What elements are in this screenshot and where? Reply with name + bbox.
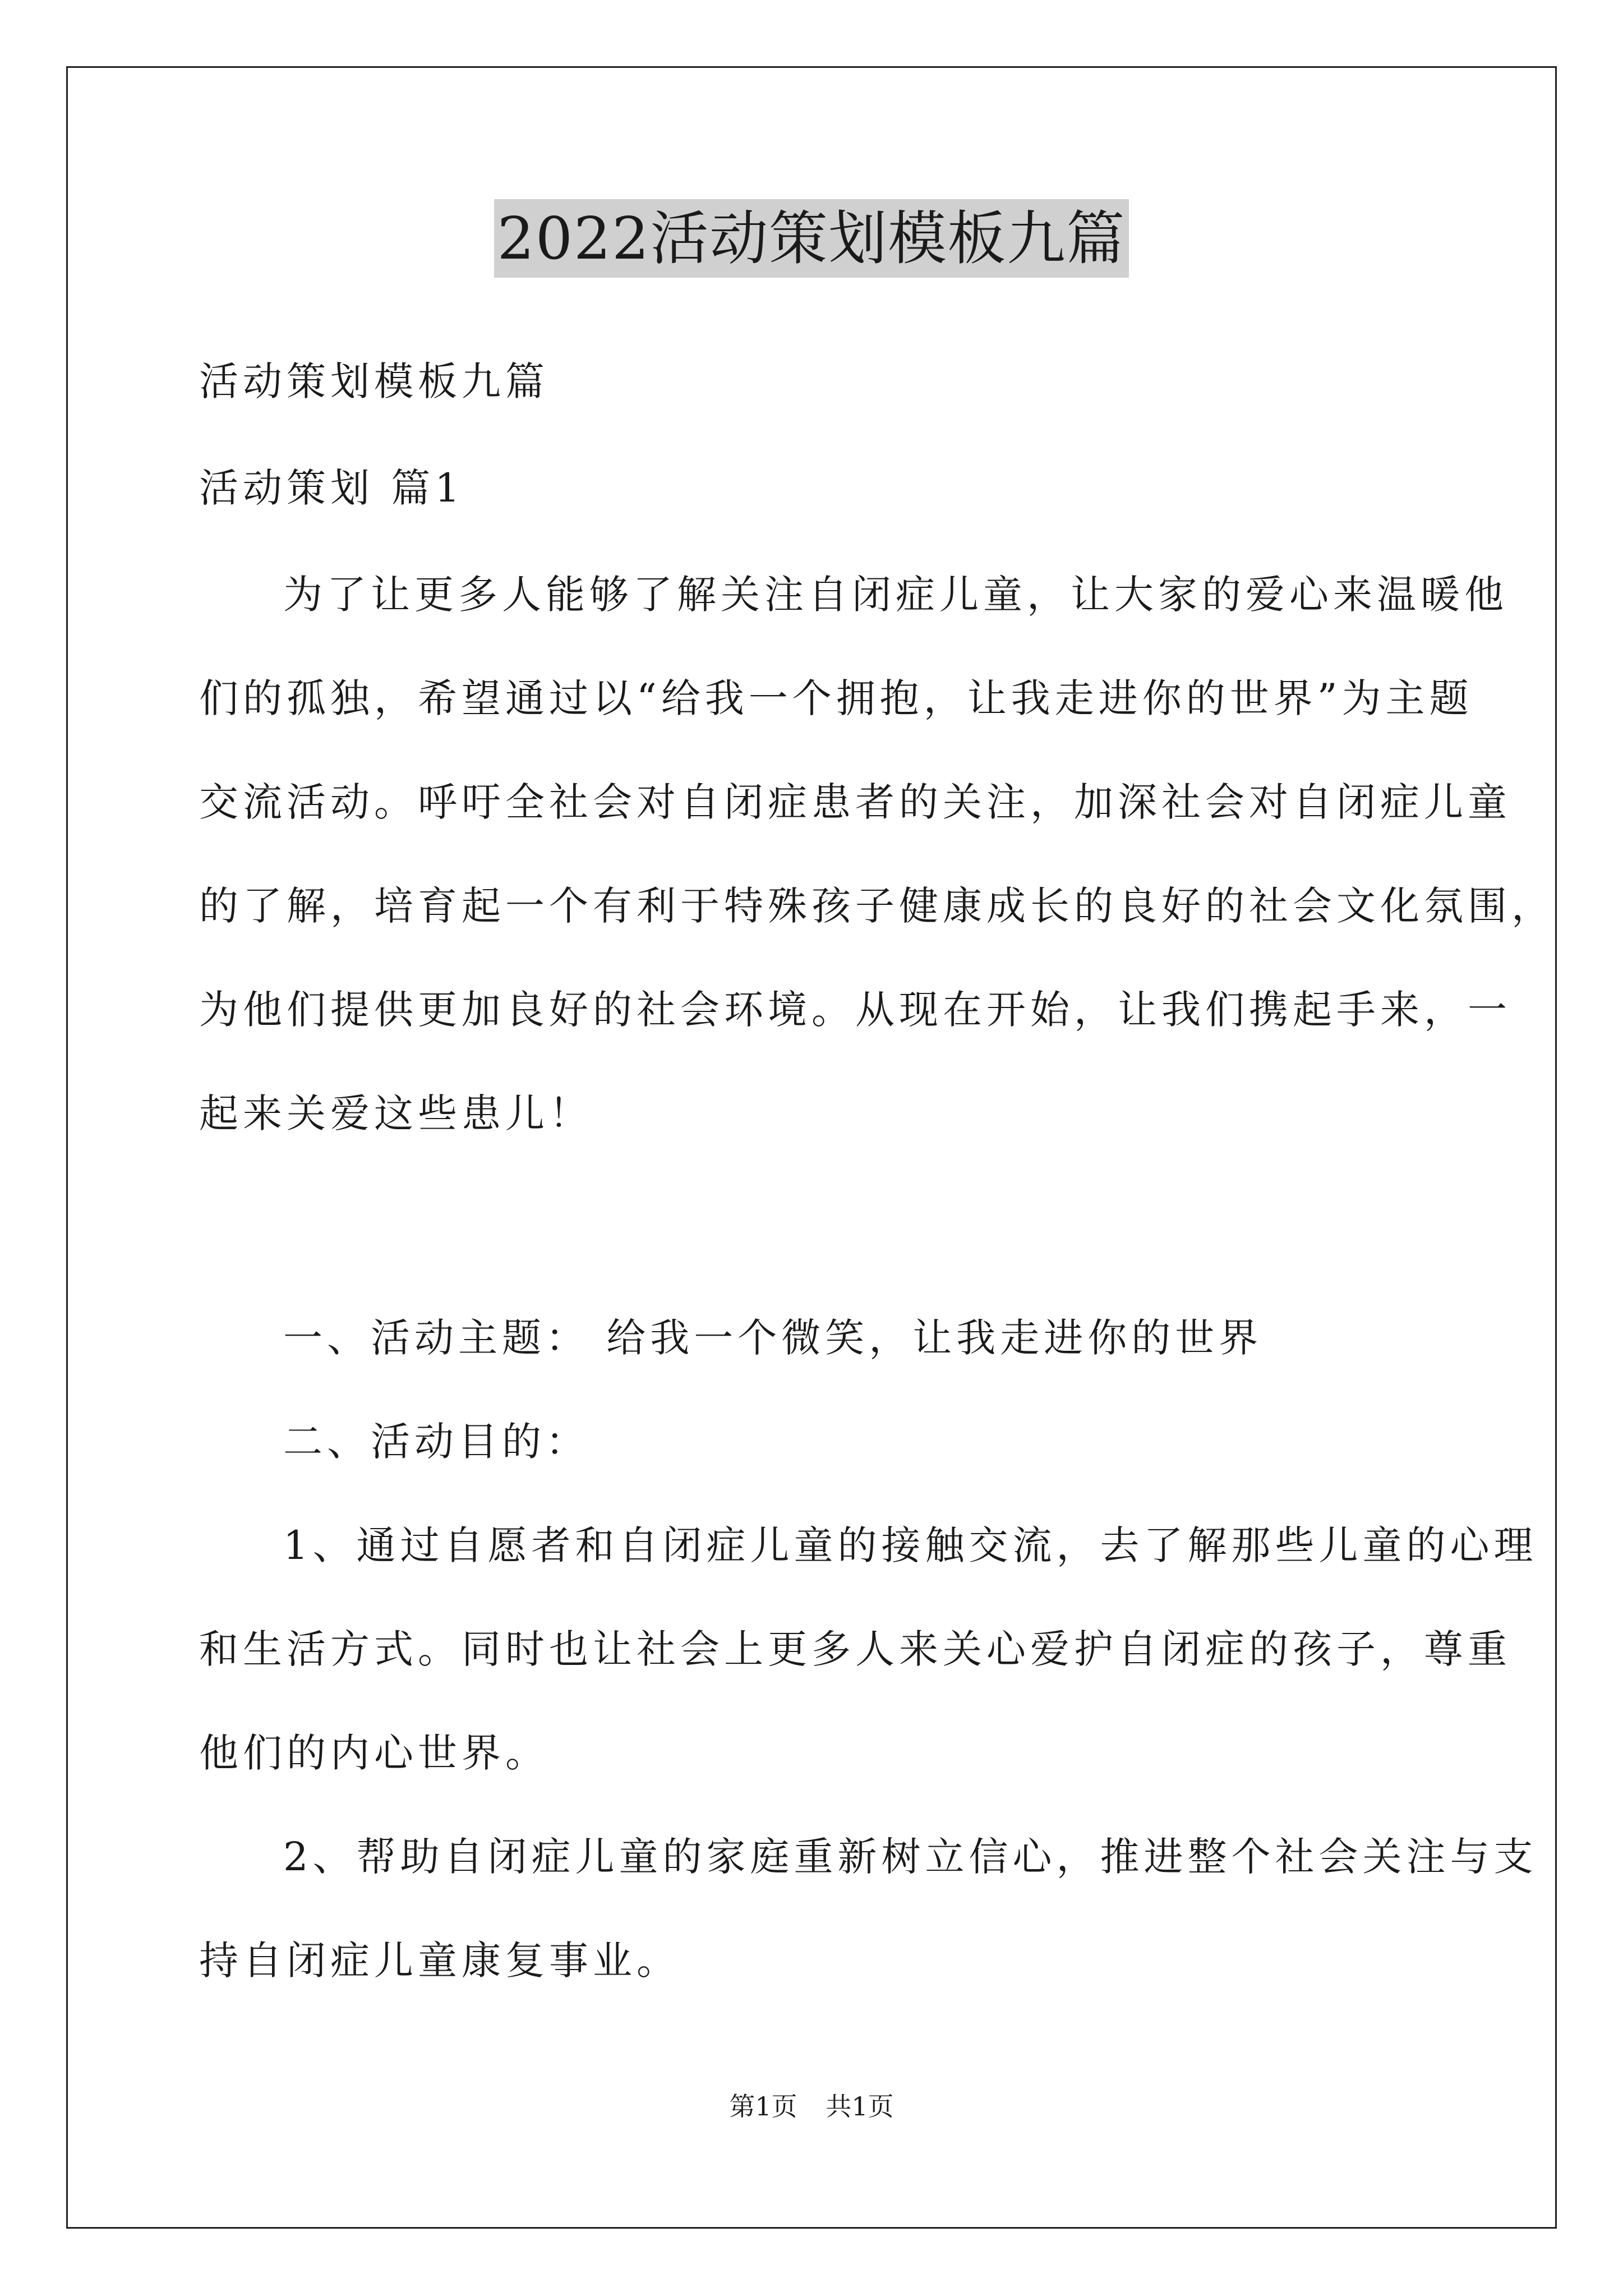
document-title: 2022活动策划模板九篇	[494, 199, 1129, 278]
paragraph-line: 2、帮助自闭症儿童的家庭重新树立信心，推进整个社会关注与支	[283, 1834, 1538, 1880]
paragraph-line: 持自闭症儿童康复事业。	[199, 1938, 680, 1984]
paragraph-line: 他们的内心世界。	[199, 1730, 549, 1776]
paragraph-line: 的了解，培育起一个有利于特殊孩子健康成长的良好的社会文化氛围，	[199, 883, 1555, 929]
subtitle-line: 活动策划模板九篇	[199, 358, 549, 404]
paragraph-line: 为了让更多人能够了解关注自闭症儿童，让大家的爱心来温暖他	[283, 572, 1508, 618]
page-number-total: 共1页	[826, 2091, 894, 2122]
paragraph-line: 为他们提供更加良好的社会环境。从现在开始，让我们携起手来，一	[199, 987, 1511, 1033]
paragraph-line: 起来关爱这些患儿！	[199, 1091, 593, 1137]
page-footer	[0, 2090, 1623, 2123]
page-number-current: 第1页	[729, 2091, 797, 2122]
paragraph-line: 交流活动。呼吁全社会对自闭症患者的关注，加深社会对自闭症儿童	[199, 779, 1511, 825]
list-item: 二、活动目的：	[283, 1419, 589, 1465]
section-heading: 活动策划 篇1	[199, 465, 464, 511]
paragraph-line: 1、通过自愿者和自闭症儿童的接触交流，去了解那些儿童的心理	[283, 1522, 1538, 1568]
paragraph-line: 们的孤独，希望通过以“给我一个拥抱，让我走进你的世界”为主题	[199, 675, 1473, 721]
paragraph-line: 和生活方式。同时也让社会上更多人来关心爱护自闭症的孩子，尊重	[199, 1626, 1511, 1672]
title-container	[0, 199, 1623, 278]
list-item: 一、活动主题： 给我一个微笑，让我走进你的世界	[283, 1315, 1263, 1361]
